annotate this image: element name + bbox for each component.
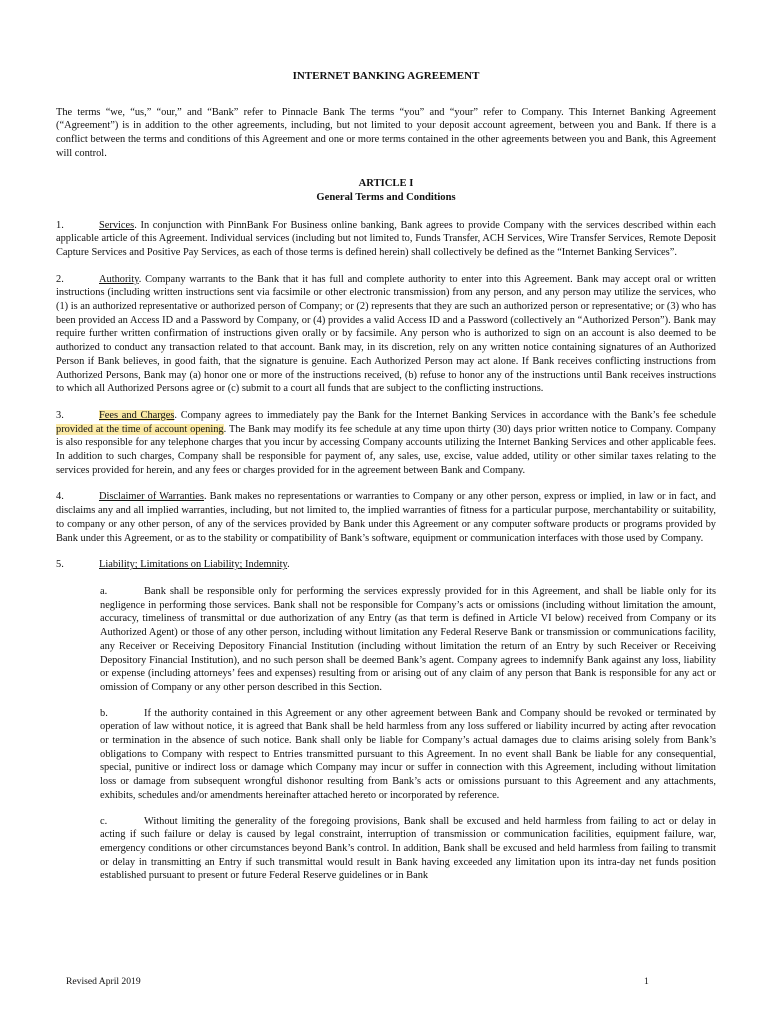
section-number: 1. bbox=[56, 219, 64, 231]
section-number: 4. bbox=[56, 491, 64, 503]
section-services bbox=[56, 219, 716, 260]
section-text: . The Bank may modify its fee schedule at any time upon thirty (30) days prior written notice to Company. Company is also responsible for any telephone charges that you incur by accessing Company accounts utilizing the Internet Banking Services and other applicable fees. In addition to such charges, Company shall be responsible for payment of, any sales, use, excise, value added, utility or other similar taxes relating to the services provided for herein, and any fees or charges provided for in the agreement between Bank and Company. bbox=[56, 423, 716, 476]
article-heading bbox=[56, 177, 716, 205]
section-text: . In conjunction with PinnBank For Business online banking, Bank agrees to provide Company with the services described within each applicable article of this Agreement. Individual services (including but not limited to, Funds Transfer, ACH Services, Wire Transfer Services, Remote Deposit Capture Services and Positive Pay Services, as each of those terms is defined herein) shall collectively be defined as the “Internet Banking Services”. bbox=[56, 219, 716, 258]
intro-paragraph: The terms “we, “us,” “our,” and “Bank” refer to Pinnacle Bank The terms “you” and “your” refer to Company. This Internet Banking Agreement (“Agreement”) is in addition to the other agreements, including, but not limited to your deposit account agreement, between you and Bank. If there is a conflict between the terms and conditions of this Agreement and one or more terms contained in the other agreements between you and Bank, this Agreement will control. bbox=[56, 106, 716, 159]
section-text: . Company agrees to immediately pay the Bank for the Internet Banking Services in accordance with the Bank’s fee schedule bbox=[174, 409, 716, 421]
section-text: . bbox=[287, 559, 290, 571]
document-body bbox=[56, 70, 716, 895]
article-subtitle: General Terms and Conditions bbox=[316, 191, 456, 203]
section-fees bbox=[56, 409, 716, 478]
section-number: 3. bbox=[56, 409, 64, 421]
section-authority bbox=[56, 273, 716, 396]
subsection-text: Bank shall be responsible only for performing the services expressly provided for in this Agreement, and shall be liable only for its negligence in performing those services. Bank shall not be responsible for Company’s acts or omissions (including without limitation the amount, accuracy, timeliness of transmittal or due authorization of any Entry (as that term is defined in Article VI below) received from Company or its Authorized Agent) or those of any other person, including without limitation any Federal Reserve Bank or transmission or communications facility, any Receiver or Receiving Depository Financial Institution (including without limitation the return of an Entry by such Receiver or Receiving Depository Financial Institution), and no such person shall be deemed Bank’s agent. Company agrees to indemnify Bank against any loss, liability or expense (including attorneys’ fees and expenses) resulting from or arising out of any claim of any person that Bank is responsible for any act or omission of Company or any other person described in this Section. bbox=[100, 585, 716, 693]
document-title: INTERNET BANKING AGREEMENT bbox=[292, 70, 480, 82]
section-disclaimer bbox=[56, 490, 716, 545]
subsection-letter: b. bbox=[100, 707, 108, 719]
section-heading: Liability; Limitations on Liability; Indemnity bbox=[99, 559, 288, 571]
footer-revised: Revised April 2019 bbox=[66, 976, 141, 987]
highlighted-text: provided at the time of account opening bbox=[56, 423, 224, 435]
article-title: ARTICLE I bbox=[358, 177, 414, 189]
subsection-a bbox=[100, 585, 716, 695]
section-heading: Fees and Charges bbox=[99, 409, 175, 421]
section-text: . Company warrants to the Bank that it has full and complete authority to enter into this Agreement. Bank may accept oral or written instructions (including written instructions sent via facsimile or other electronic transmission) from any person, and any person may utilize the services, who (1) is an authorized representative or authorized person of Company; or (2) represents that they are such an authorized person or representative; or (3) who has been provided an Access ID and a Password by Company, or (4) provides a valid Access ID and a Password (collectively an “Authorized Person”). Bank may require further written confirmation of instructions given orally or by facsimile. Any person who is authorized to sign on an account is also deemed to be authorized to conduct any transaction related to that account. Bank may, in its discretion, rely on any written notice containing signatures of an Authorized Person if Bank believes, in good faith, that the signature is genuine. Each Authorized Person may act alone. If Bank receives conflicting instructions from Authorized Persons, Bank may (a) honor one or more of the instructions received, (b) refuse to honor any of the instructions until Bank receives instructions to which all Authorized Persons agree or (c) submit to a court all funds that are subject to the conflicting instructions. bbox=[56, 273, 716, 395]
section-number: 5. bbox=[56, 559, 64, 571]
section-heading: Disclaimer of Warranties bbox=[99, 491, 204, 503]
subsection-c bbox=[100, 815, 716, 884]
subsection-letter: c. bbox=[100, 815, 108, 827]
section-liability bbox=[56, 558, 716, 572]
section-heading: Services bbox=[99, 219, 135, 231]
section-number: 2. bbox=[56, 273, 64, 285]
subsection-b bbox=[100, 707, 716, 803]
footer-page-number: 1 bbox=[644, 976, 649, 987]
section-text: . Bank makes no representations or warranties to Company or any other person, express or implied, in law or in fact, and disclaims any and all implied warranties, including, but not limited to, the implied warranties of fitness for a particular purpose, merchantability or suitability, to company or any other person, of any of the services provided by Bank under this Agreement or any computer software products or programs provided by Bank under this Agreement, or as to the stability or compatibility of Bank’s software, equipment or communication interfaces with those used by Company. bbox=[56, 491, 716, 544]
subsection-text: If the authority contained in this Agreement or any other agreement between Bank and Company should be revoked or terminated by operation of law without notice, it is agreed that Bank shall be held harmless from any loss suffered or liability incurred by acting after revocation or termination in the absence of such notice. Bank shall only be liable for Company’s actual damages due to claims arising solely from Bank’s obligations to Company with respect to Entries transmitted pursuant to this Agreement. In no event shall Bank be liable for any consequential, special, punitive or indirect loss or damage which Company may incur or suffer in connection with this Agreement, including without limitation loss or damage from subsequent wrongful dishonor resulting from Bank’s acts or omissions pursuant to this Agreement and any attachments, exhibits, schedules and/or amendments hereinafter attached hereto or incorporated by reference. bbox=[100, 707, 716, 801]
subsection-letter: a. bbox=[100, 585, 108, 597]
subsection-text: Without limiting the generality of the foregoing provisions, Bank shall be excused and held harmless from failing to act or delay in acting if such failure or delay is caused by legal constraint, interruption of transmission or communication facilities, equipment failure, war, emergency conditions or other circumstances beyond Bank’s control. In addition, Bank shall be excused and held harmless from failing to transmit or delay in transmitting an Entry if such transmittal would result in Bank having exceeded any limitation upon its intra-day net funds position established pursuant to present or future Federal Reserve guidelines or in Bank bbox=[100, 815, 716, 882]
section-heading: Authority bbox=[99, 273, 139, 285]
